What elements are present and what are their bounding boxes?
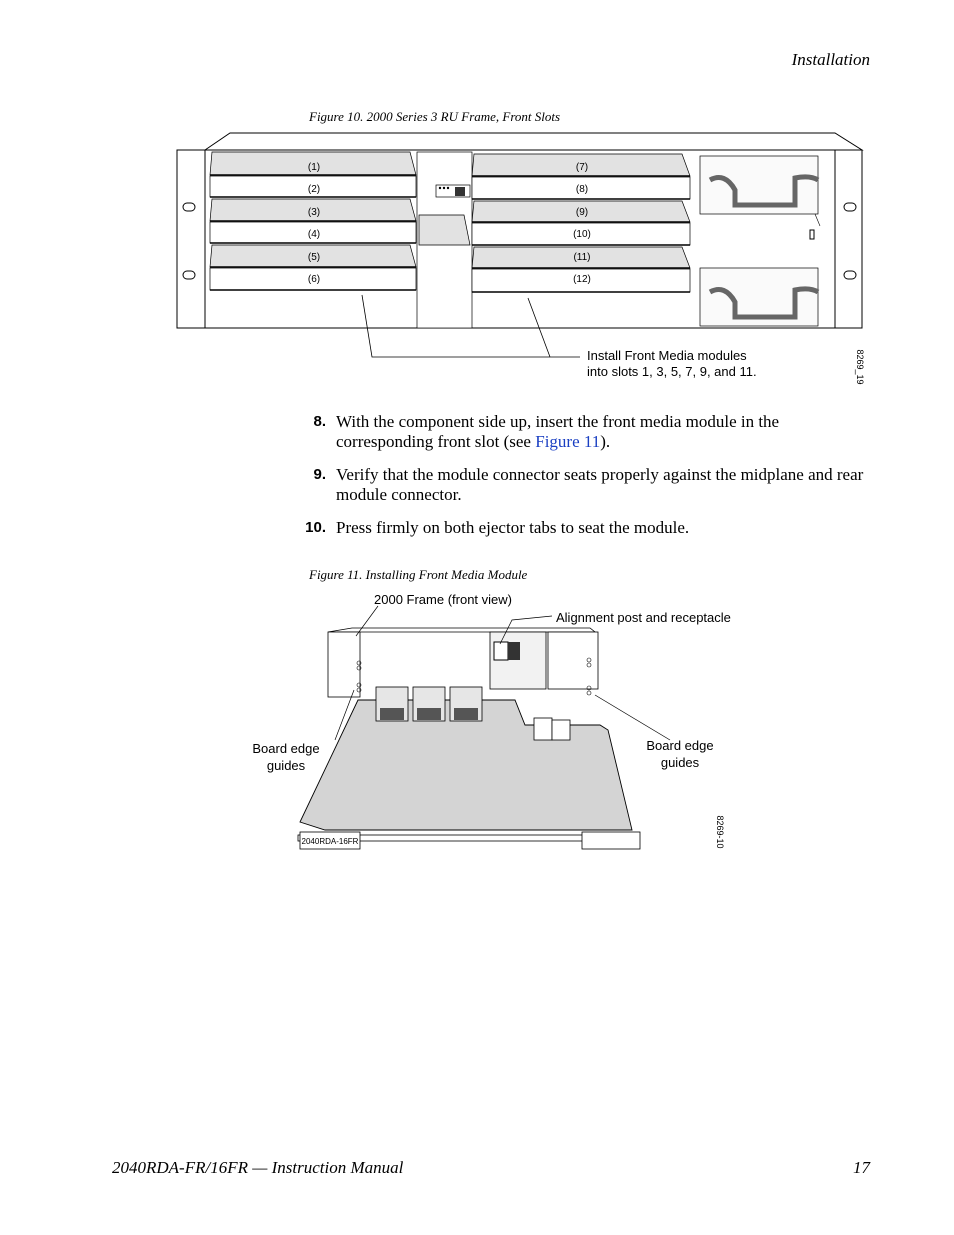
label-alignment-post: Alignment post and receptacle [556, 610, 731, 625]
step-number: 10. [305, 519, 326, 536]
figure-11-caption: Figure 11. Installing Front Media Module [309, 567, 528, 582]
right-slot-group [472, 154, 690, 292]
figure-10-caption: Figure 10. 2000 Series 3 RU Frame, Front Slots [309, 109, 561, 124]
board-label: 2040RDA-16FR [301, 837, 359, 846]
callout-line-1: Install Front Media modules [587, 348, 747, 363]
slot-label-6: (6) [307, 274, 321, 285]
label-frame-front-view: 2000 Frame (front view) [374, 592, 512, 607]
step-number: 9. [313, 466, 326, 483]
callout-line-2: into slots 1, 3, 5, 7, 9, and 11. [587, 364, 757, 379]
figure-10-callout [587, 348, 757, 380]
figure-10-drawing-id: 8269_19 [855, 349, 865, 385]
label-board-edge-guides-right: Board edge guides [646, 738, 714, 770]
slot-label-5: (5) [307, 252, 321, 263]
slot-label-1: (1) [307, 162, 321, 173]
step-text: Press firmly on both ejector tabs to seat the module. [336, 518, 690, 537]
slot-label-9: (9) [575, 207, 589, 218]
step-8 [296, 412, 876, 452]
slot-label-10: (10) [573, 229, 591, 240]
step-text: With the component side up, insert the front media module in the corresponding front slot (see Figure 11). [336, 412, 780, 451]
figure-11-module-drawing [250, 590, 740, 855]
step-9 [296, 465, 876, 505]
slot-label-12: (12) [573, 274, 591, 285]
footer-manual-title: 2040RDA-FR/16FR — Instruction Manual [112, 1158, 404, 1177]
step-text: Verify that the module connector seats properly against the midplane and rear module connector. [336, 465, 864, 504]
label-board-edge-guides-left: Board edge guides [252, 741, 320, 773]
figure-11-drawing-id: 8269-10 [715, 815, 725, 849]
page-number: 17 [853, 1158, 870, 1177]
slot-label-2: (2) [307, 184, 321, 195]
slot-label-7: (7) [575, 162, 589, 173]
figure-11-link[interactable]: Figure 11 [535, 432, 601, 451]
figure-10-frame-drawing [170, 130, 870, 382]
slot-label-8: (8) [575, 184, 589, 195]
slot-label-11: (11) [573, 252, 591, 263]
running-header: Installation [791, 50, 870, 69]
slot-label-4: (4) [307, 229, 321, 240]
step-10 [296, 518, 876, 538]
slot-label-3: (3) [307, 207, 321, 218]
step-number: 8. [313, 413, 326, 430]
